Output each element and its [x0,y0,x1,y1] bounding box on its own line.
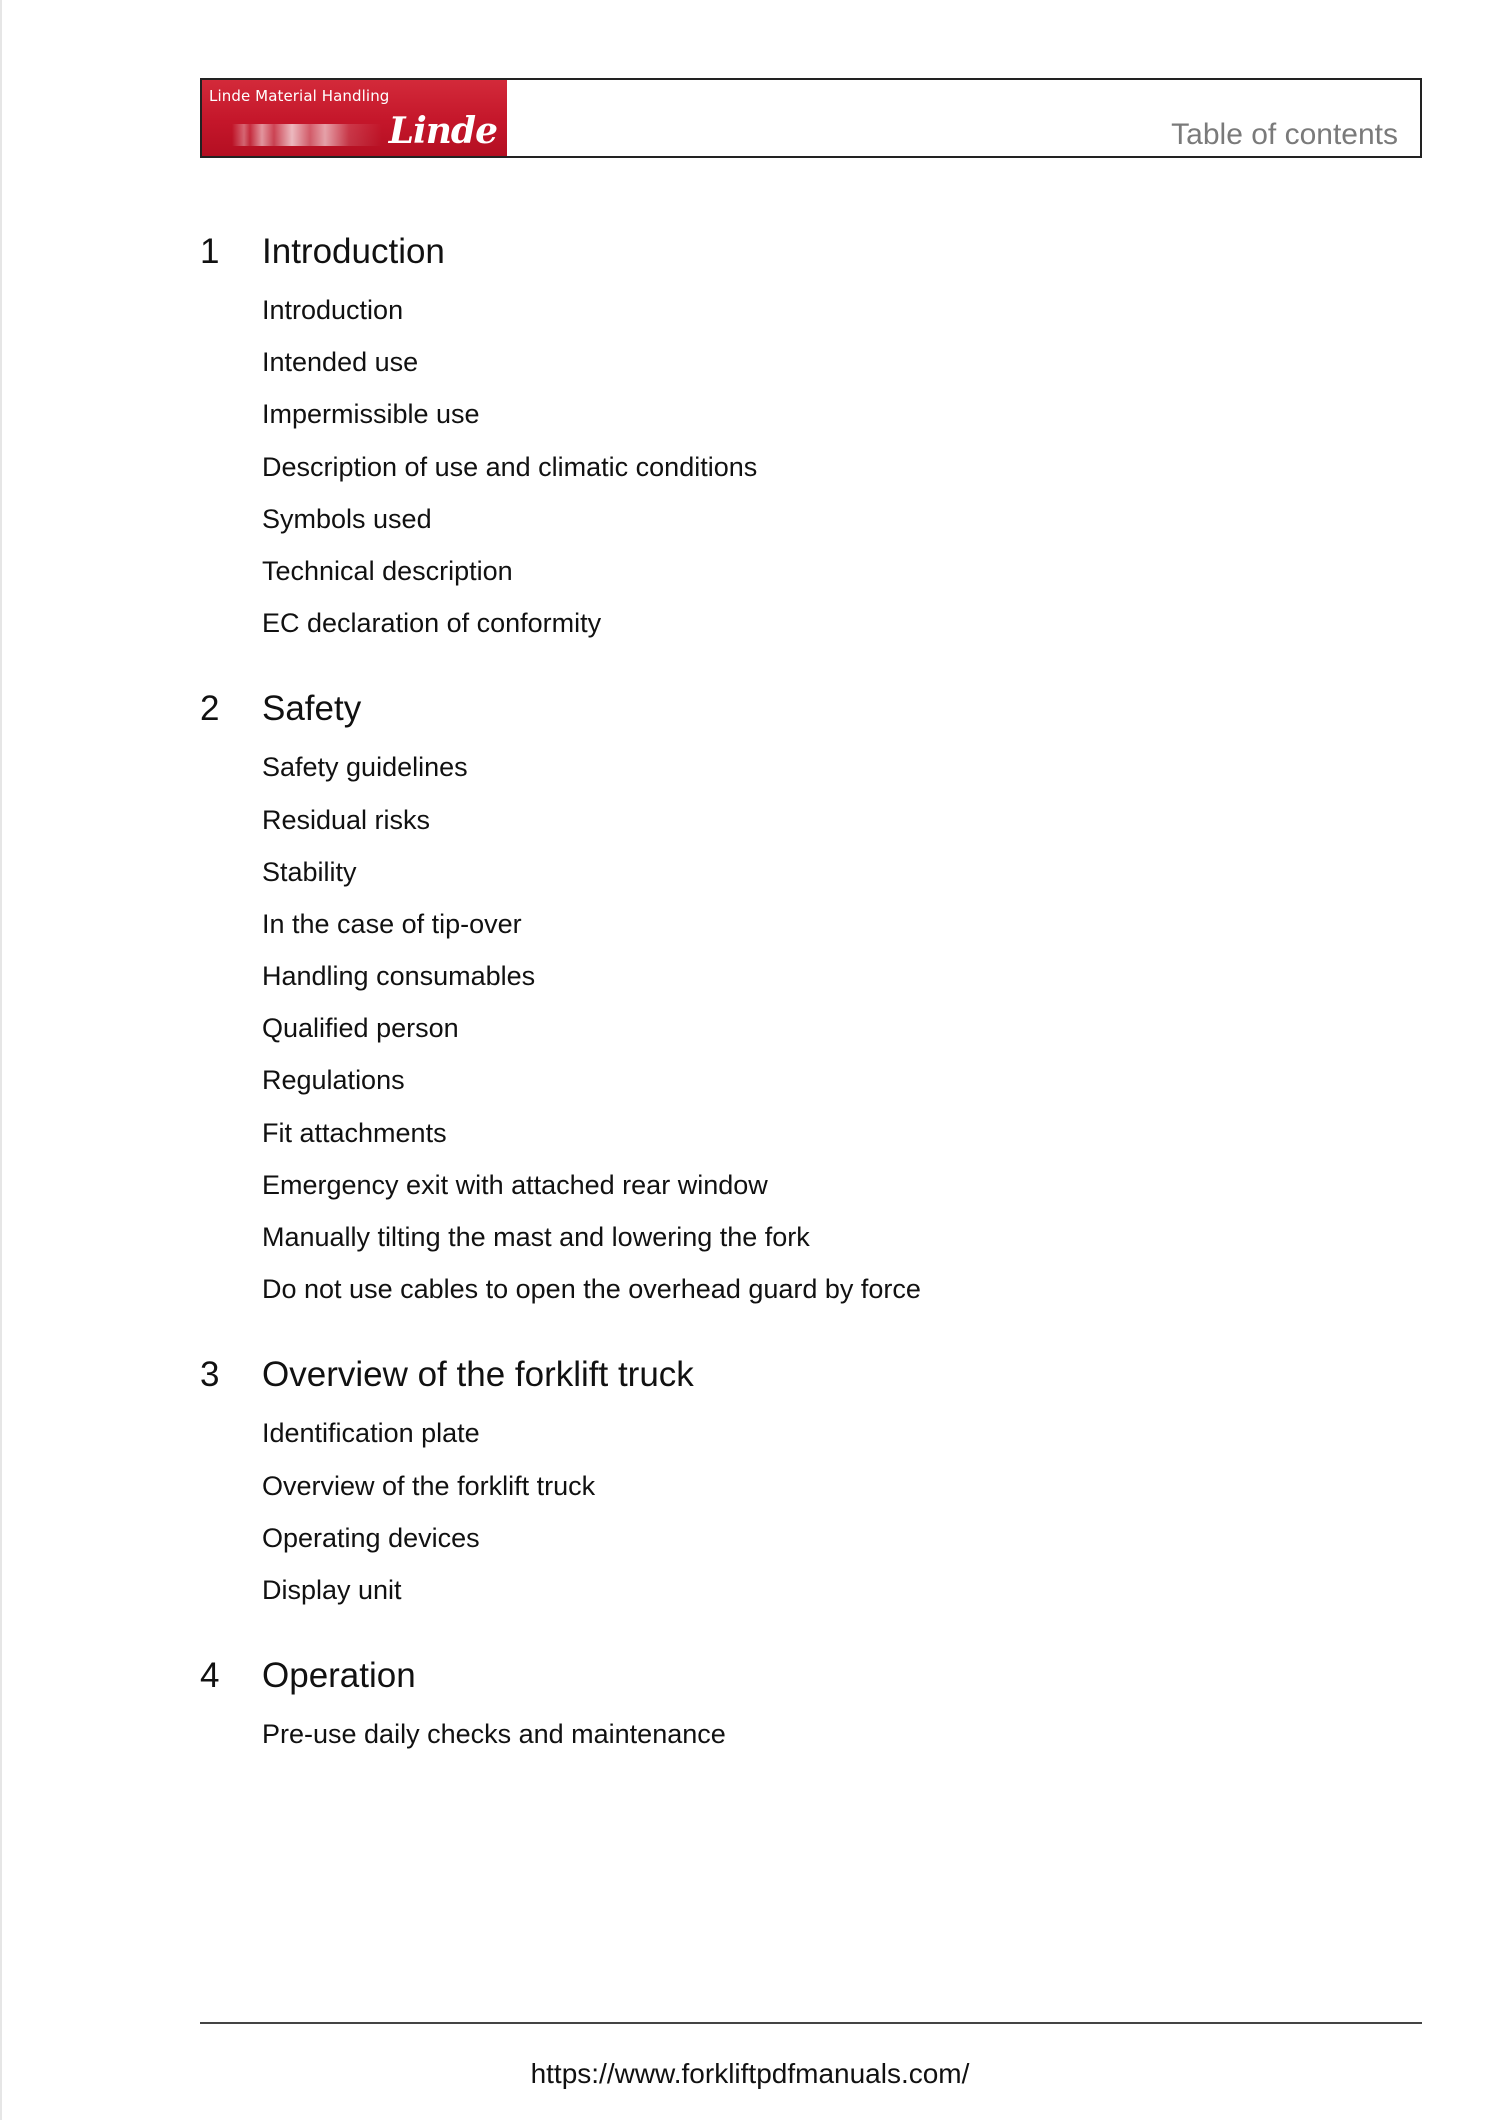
toc-entry[interactable]: Pre-use daily checks and maintenance [262,1719,726,1750]
toc-entry[interactable]: EC declaration of conformity [262,608,602,639]
section-heading[interactable] [200,1656,1300,1708]
toc-entry[interactable]: Impermissible use [262,399,480,430]
toc-section-overview [200,1355,1300,1616]
toc-entry[interactable]: Handling consumables [262,961,536,992]
table-of-contents [200,232,1300,1800]
logo-stripes-graphic [232,124,382,146]
toc-section-introduction [200,232,1300,649]
logo-wordmark: Linde [388,110,497,152]
header-title: Table of contents [1171,118,1398,151]
toc-entry[interactable]: Fit attachments [262,1117,447,1148]
footer-url-link[interactable]: https://www.forkliftpdfmanuals.com/ [530,2058,970,2089]
section-heading[interactable] [200,232,1300,284]
linde-logo [202,80,507,156]
section-number: 4 [200,1656,220,1696]
section-heading[interactable] [200,689,1300,741]
toc-section-operation [200,1656,1300,1760]
section-title: Overview of the forklift truck [262,1355,694,1395]
page-header [200,78,1422,158]
section-title: Safety [262,689,362,729]
logo-company-name: Linde Material Handling [209,87,390,105]
toc-entry[interactable]: Qualified person [262,1013,459,1044]
toc-entry[interactable]: Display unit [262,1574,402,1605]
toc-entry[interactable]: Emergency exit with attached rear window [262,1169,768,1200]
section-title: Operation [262,1656,416,1696]
section-title: Introduction [262,232,445,271]
toc-entry[interactable]: In the case of tip-over [262,908,522,939]
toc-entry[interactable]: Regulations [262,1065,405,1096]
toc-entry[interactable]: Overview of the forklift truck [262,1470,596,1501]
toc-entry[interactable]: Safety guidelines [262,752,468,783]
toc-entry[interactable]: Stability [262,856,357,887]
section-heading[interactable] [200,1355,1300,1407]
toc-entry[interactable]: Manually tilting the mast and lowering the fork [262,1222,810,1252]
toc-entry[interactable]: Intended use [262,347,419,378]
toc-entry[interactable]: Introduction [262,295,404,325]
toc-entry[interactable]: Symbols used [262,503,432,534]
toc-section-safety [200,689,1300,1315]
toc-entry[interactable]: Identification plate [262,1418,480,1449]
toc-entry[interactable]: Do not use cables to open the overhead guard by force [262,1274,921,1305]
section-number: 3 [200,1355,220,1395]
toc-entry[interactable]: Technical description [262,555,513,586]
section-number: 2 [200,689,220,729]
section-number: 1 [200,232,220,271]
toc-entry[interactable]: Residual risks [262,804,431,835]
footer-divider [200,2022,1422,2024]
toc-entry[interactable]: Description of use and climatic conditions [262,451,758,482]
page-edge [0,0,2,2120]
toc-entry[interactable]: Operating devices [262,1522,480,1553]
